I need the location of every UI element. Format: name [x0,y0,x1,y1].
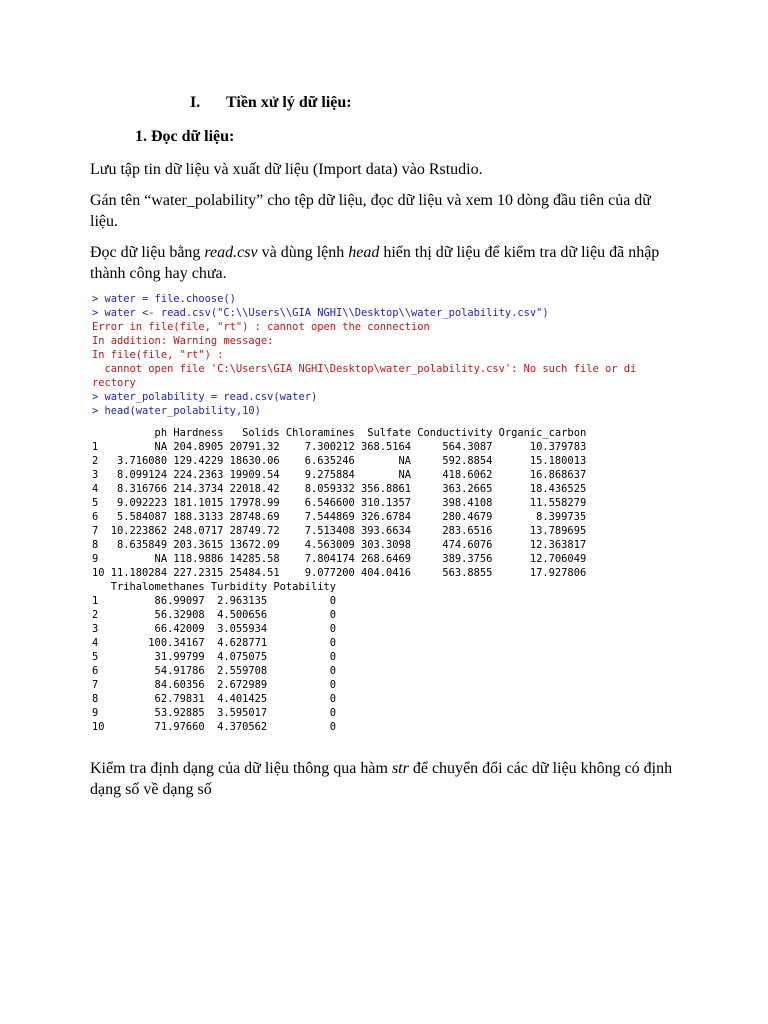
console-error-line: In addition: Warning message: [92,335,274,347]
code-term-str: str [391,760,409,777]
paragraph-import: Lưu tập tin dữ liệu và xuất dữ liệu (Import data) vào Rstudio. [90,161,483,178]
text-run: và dùng lệnh [257,244,349,261]
r-console-screenshot [92,292,684,748]
subsection-heading: 1. Đọc dữ liệu: [135,128,235,145]
paragraph-naming: Gán tên “water_polability” cho tệp dữ liệu, đọc dữ liệu và xem 10 dòng đầu tiên của dữ liệu. [90,192,651,230]
console-error-line: rectory [92,377,136,389]
code-term-read-csv: read.csv [204,244,258,261]
section-heading [190,94,352,112]
console-lines [92,292,684,418]
text-run: Đọc dữ liệu bằng [90,244,205,261]
text-run: hiển thị dữ liệu để kiểm tra dữ liệu đã nhập thành công hay chưa. [90,244,660,282]
section-number: I. [190,94,201,111]
text-run: Kiểm tra định dạng của dữ liệu thông qua hàm [90,760,392,777]
console-command-line: > water_polability = read.csv(water) [92,391,318,403]
section-title: Tiền xử lý dữ liệu: [226,94,352,111]
paragraph-read-csv [90,242,680,284]
text-run: để chuyển đổi các dữ liệu không có định dạng số về dạng số [90,760,673,798]
console-error-line: Error in file(file, "rt") : cannot open the connection [92,321,430,333]
paragraph-str-check [90,758,680,800]
console-error-line: In file(file, "rt") : [92,349,224,361]
head-output-table-2: Trihalomethanes Turbidity Potability 1 86.99097 2.963135 0 2 56.32908 4.500656 0 3 66.42009 3.055934 0 4 100.34167 4.628771 0 5 31.99799 4.075075 0 6 54.91786 2.559708 0 7 84.60356 2.672989 0 8 62.79831 4.401425 0 9 53.92885 3.595017 0 10 71.97660 4.370562 0 [92,581,336,733]
console-command-line: > water = file.choose() [92,293,236,305]
console-command-line: > head(water_polability,10) [92,405,261,417]
console-command-line: > water <- read.csv("C:\\Users\\GIA NGHI\\Desktop\\water_polability.csv") [92,307,549,319]
head-output-table-1: ph Hardness Solids Chloramines Sulfate Conductivity Organic_carbon 1 NA 204.8905 20791.32 7.300212 368.5164 564.3087 10.379783 2 3.716080 129.4229 18630.06 6.635246 NA 592.8854 15.180013 3 8.099124 224.2363 19909.54 9.275884 NA 418.6062 16.868637 4 8.316766 214.3734 22018.42 8.059332 356.8861 363.2665 18.436525 5 9.092223 181.1015 17978.99 6.546600 310.1357 398.4108 11.558279 6 5.584087 188.3133 28748.69 7.544869 326.6784 280.4679 8.399735 7 10.223862 248.0717 28749.72 7.513408 393.6634 283.6516 13.789695 8 8.635849 203.3615 13672.09 4.563009 303.3098 474.6076 12.363817 9 NA 118.9886 14285.58 7.804174 268.6469 389.3756 12.706049 10 11.180284 227.2315 25484.51 9.077200 404.0416 563.8855 17.927806 [92,427,587,579]
console-error-line: cannot open file 'C:\Users\GIA NGHI\Desktop\water_polability.csv': No such file or di [92,363,637,375]
code-term-head: head [348,244,380,261]
